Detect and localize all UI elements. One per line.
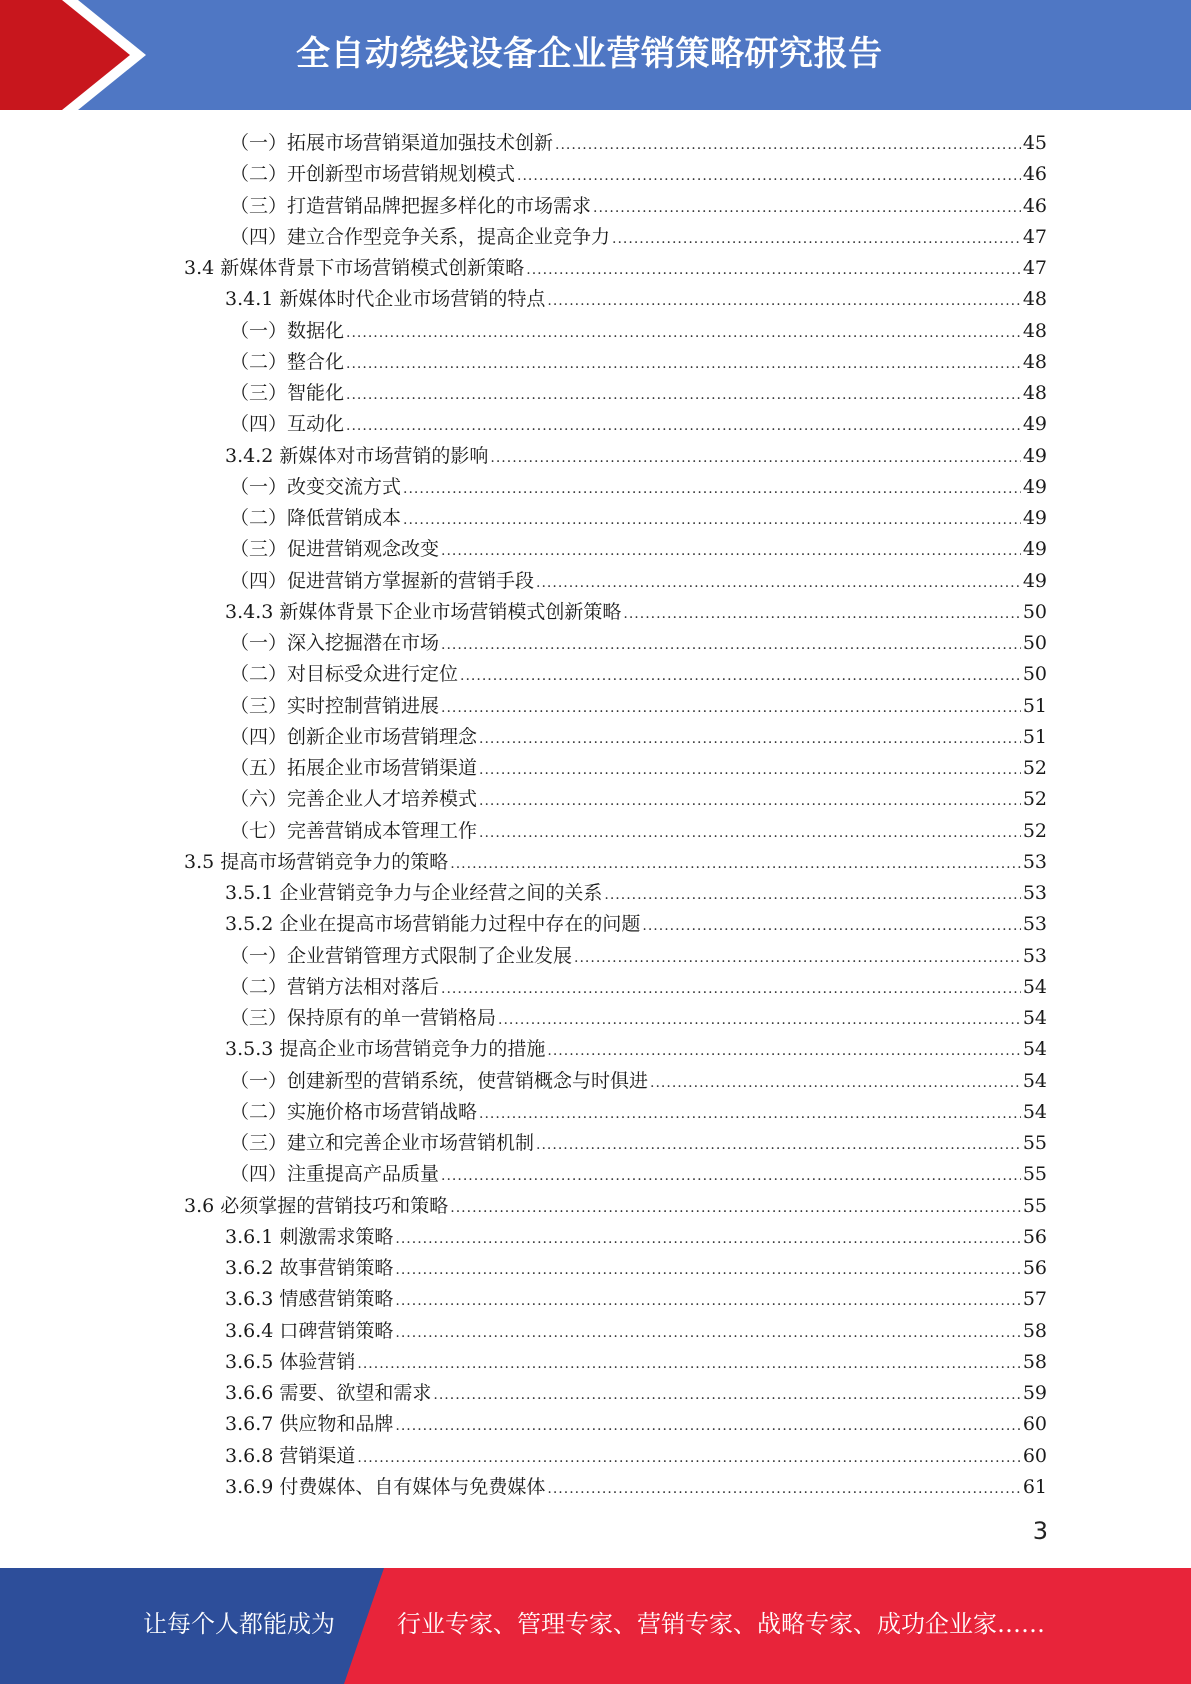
toc-page-number: 49 — [1022, 445, 1047, 467]
toc-entry-title: 3.5.3 提高企业市场营销竞争力的措施 — [225, 1038, 546, 1060]
toc-dot-leader — [490, 443, 1020, 474]
toc-dot-leader — [642, 911, 1020, 942]
toc-entry-title: 3.6.9 付费媒体、自有媒体与免费媒体 — [225, 1476, 546, 1498]
page-number: 3 — [1032, 1517, 1048, 1545]
toc-entry-title: （一）创建新型的营销系统，使营销概念与时俱进 — [230, 1070, 649, 1092]
toc-page-number: 55 — [1022, 1132, 1047, 1154]
toc-entry[interactable] — [230, 191, 1047, 222]
toc-dot-leader — [441, 693, 1021, 724]
toc-dot-leader — [650, 1068, 1021, 1099]
toc-page-number: 49 — [1022, 538, 1047, 560]
toc-entry-title: 3.4.3 新媒体背景下企业市场营销模式创新策略 — [225, 601, 622, 623]
toc-dot-leader — [450, 1193, 1021, 1224]
toc-page-number: 46 — [1022, 163, 1047, 185]
toc-entry-title: 3.6.2 故事营销策略 — [225, 1257, 394, 1279]
toc-dot-leader — [498, 1005, 1021, 1036]
toc-entry[interactable] — [230, 659, 1047, 690]
toc-dot-leader — [547, 1474, 1020, 1505]
toc-entry[interactable] — [230, 503, 1047, 534]
toc-page-number: 51 — [1022, 695, 1047, 717]
toc-dot-leader — [547, 1036, 1020, 1067]
toc-page-number: 58 — [1022, 1320, 1047, 1342]
toc-entry[interactable] — [184, 253, 1047, 284]
toc-page-number: 48 — [1022, 382, 1047, 404]
toc-entry[interactable] — [184, 847, 1047, 878]
toc-entry[interactable] — [225, 878, 1047, 909]
toc-entry-title: （七）完善营销成本管理工作 — [230, 820, 478, 842]
toc-entry[interactable] — [230, 722, 1047, 753]
toc-entry-title: （一）数据化 — [230, 320, 345, 342]
toc-entry-title: （六）完善企业人才培养模式 — [230, 788, 478, 810]
toc-dot-leader — [479, 724, 1021, 755]
toc-dot-leader — [517, 161, 1021, 192]
toc-page-number: 50 — [1022, 601, 1047, 623]
toc-entry[interactable] — [230, 316, 1047, 347]
toc-entry-title: （四）互动化 — [230, 413, 345, 435]
toc-page-number: 49 — [1022, 413, 1047, 435]
toc-dot-leader — [433, 1380, 1020, 1411]
toc-entry[interactable] — [230, 753, 1047, 784]
toc-page-number: 52 — [1022, 757, 1047, 779]
toc-page-number: 51 — [1022, 726, 1047, 748]
toc-entry-title: 3.6.1 刺激需求策略 — [225, 1226, 394, 1248]
toc-page-number: 55 — [1022, 1163, 1047, 1185]
toc-entry-title: （三）促进营销观念改变 — [230, 538, 440, 560]
toc-entry[interactable] — [230, 472, 1047, 503]
toc-dot-leader — [574, 943, 1021, 974]
toc-entry-title: （二）对目标受众进行定位 — [230, 663, 459, 685]
toc-page-number: 61 — [1022, 1476, 1047, 1498]
toc-entry[interactable] — [225, 1284, 1047, 1315]
toc-entry[interactable] — [230, 1128, 1047, 1159]
toc-entry[interactable] — [230, 159, 1047, 190]
toc-entry[interactable] — [230, 1159, 1047, 1190]
toc-page-number: 45 — [1022, 132, 1047, 154]
toc-entry[interactable] — [225, 1378, 1047, 1409]
toc-entry[interactable] — [230, 566, 1047, 597]
toc-entry-title: （二）营销方法相对落后 — [230, 976, 440, 998]
toc-entry[interactable] — [230, 1003, 1047, 1034]
toc-page-number: 47 — [1022, 226, 1047, 248]
toc-entry-title: （二）整合化 — [230, 351, 345, 373]
toc-page-number: 54 — [1022, 1007, 1047, 1029]
toc-entry-title: （四）创新企业市场营销理念 — [230, 726, 478, 748]
toc-dot-leader — [604, 880, 1020, 911]
toc-dot-leader — [612, 224, 1021, 255]
toc-entry-title: （一）拓展市场营销渠道加强技术创新 — [230, 132, 554, 154]
toc-entry[interactable] — [230, 347, 1047, 378]
toc-entry-title: 3.6.3 情感营销策略 — [225, 1288, 394, 1310]
toc-dot-leader — [479, 786, 1021, 817]
toc-entry-title: （二）降低营销成本 — [230, 507, 402, 529]
toc-entry[interactable] — [225, 284, 1047, 315]
toc-page-number: 54 — [1022, 1070, 1047, 1092]
toc-dot-leader — [441, 1161, 1021, 1192]
toc-page-number: 53 — [1022, 851, 1047, 873]
toc-entry-title: 3.4.1 新媒体时代企业市场营销的特点 — [225, 288, 546, 310]
toc-page-number: 54 — [1022, 976, 1047, 998]
toc-entry-title: 3.6.7 供应物和品牌 — [225, 1413, 394, 1435]
toc-page-number: 59 — [1022, 1382, 1047, 1404]
toc-entry[interactable] — [225, 1316, 1047, 1347]
toc-entry-title: 3.4.2 新媒体对市场营销的影响 — [225, 445, 489, 467]
toc-page-number: 53 — [1022, 945, 1047, 967]
toc-page-number: 48 — [1022, 320, 1047, 342]
toc-dot-leader — [526, 255, 1021, 286]
toc-dot-leader — [346, 411, 1021, 442]
toc-entry[interactable] — [184, 1191, 1047, 1222]
toc-dot-leader — [395, 1255, 1020, 1286]
toc-entry[interactable] — [225, 441, 1047, 472]
toc-dot-leader — [536, 1130, 1021, 1161]
toc-entry-title: （一）企业营销管理方式限制了企业发展 — [230, 945, 573, 967]
toc-entry-title: （三）实时控制营销进展 — [230, 695, 440, 717]
toc-dot-leader — [395, 1318, 1020, 1349]
toc-page-number: 50 — [1022, 632, 1047, 654]
toc-entry[interactable] — [225, 1472, 1047, 1503]
toc-entry[interactable] — [225, 1253, 1047, 1284]
toc-page-number: 57 — [1022, 1288, 1047, 1310]
toc-dot-leader — [346, 318, 1021, 349]
toc-entry-title: 3.5.1 企业营销竞争力与企业经营之间的关系 — [225, 882, 603, 904]
toc-entry-title: （二）开创新型市场营销规划模式 — [230, 163, 516, 185]
toc-dot-leader — [403, 505, 1021, 536]
toc-entry[interactable] — [230, 972, 1047, 1003]
toc-dot-leader — [357, 1443, 1020, 1474]
toc-dot-leader — [441, 536, 1021, 567]
toc-page-number: 54 — [1022, 1101, 1047, 1123]
toc-entry-title: （四）注重提高产品质量 — [230, 1163, 440, 1185]
header-arrow-decoration — [0, 0, 160, 110]
toc-dot-leader — [479, 1099, 1021, 1130]
toc-entry-title: 3.6.8 营销渠道 — [225, 1445, 356, 1467]
toc-entry-title: 3.6.5 体验营销 — [225, 1351, 356, 1373]
toc-dot-leader — [450, 849, 1021, 880]
toc-dot-leader — [623, 599, 1020, 630]
toc-page-number: 56 — [1022, 1226, 1047, 1248]
toc-page-number: 49 — [1022, 507, 1047, 529]
toc-entry[interactable] — [225, 597, 1047, 628]
toc-entry-title: （三）建立和完善企业市场营销机制 — [230, 1132, 535, 1154]
toc-dot-leader — [547, 286, 1020, 317]
footer-slogan-left: 让每个人都能成为 — [143, 1610, 335, 1638]
toc-entry[interactable] — [230, 534, 1047, 565]
toc-dot-leader — [479, 755, 1021, 786]
toc-entry-title: （三）智能化 — [230, 382, 345, 404]
toc-page-number: 48 — [1022, 351, 1047, 373]
toc-entry-title: （四）建立合作型竞争关系，提高企业竞争力 — [230, 226, 611, 248]
toc-entry-title: （四）促进营销方掌握新的营销手段 — [230, 570, 535, 592]
toc-entry[interactable] — [225, 909, 1047, 940]
toc-entry[interactable] — [230, 409, 1047, 440]
toc-entry[interactable] — [230, 222, 1047, 253]
toc-entry[interactable] — [225, 1222, 1047, 1253]
toc-entry[interactable] — [230, 691, 1047, 722]
toc-page-number: 46 — [1022, 195, 1047, 217]
toc-entry-title: （五）拓展企业市场营销渠道 — [230, 757, 478, 779]
toc-entry[interactable] — [230, 816, 1047, 847]
toc-entry-title: （三）打造营销品牌把握多样化的市场需求 — [230, 195, 592, 217]
page-footer — [0, 1568, 1191, 1684]
toc-dot-leader — [536, 568, 1021, 599]
toc-entry-title: 3.5.2 企业在提高市场营销能力过程中存在的问题 — [225, 913, 641, 935]
toc-dot-leader — [346, 349, 1021, 380]
toc-page-number: 60 — [1022, 1445, 1047, 1467]
toc-entry-title: 3.5 提高市场营销竞争力的策略 — [184, 851, 449, 873]
toc-page-number: 49 — [1022, 476, 1047, 498]
toc-entry[interactable] — [225, 1441, 1047, 1472]
toc-page-number: 52 — [1022, 820, 1047, 842]
toc-entry[interactable] — [225, 1034, 1047, 1065]
toc-page-number: 58 — [1022, 1351, 1047, 1373]
toc-page-number: 48 — [1022, 288, 1047, 310]
toc-entry-title: （一）深入挖掘潜在市场 — [230, 632, 440, 654]
toc-dot-leader — [555, 130, 1021, 161]
toc-entry-title: （一）改变交流方式 — [230, 476, 402, 498]
toc-entry-title: 3.6 必须掌握的营销技巧和策略 — [184, 1195, 449, 1217]
toc-page-number: 55 — [1022, 1195, 1047, 1217]
toc-dot-leader — [403, 474, 1021, 505]
toc-page-number: 56 — [1022, 1257, 1047, 1279]
toc-entry[interactable] — [230, 128, 1047, 159]
toc-dot-leader — [460, 661, 1021, 692]
toc-page-number: 47 — [1022, 257, 1047, 279]
toc-entry[interactable] — [230, 1066, 1047, 1097]
toc-entry[interactable] — [225, 1409, 1047, 1440]
toc-entry-title: 3.6.4 口碑营销策略 — [225, 1320, 394, 1342]
toc-entry[interactable] — [225, 1347, 1047, 1378]
toc-page-number: 52 — [1022, 788, 1047, 810]
toc-dot-leader — [593, 193, 1021, 224]
toc-entry-title: 3.4 新媒体背景下市场营销模式创新策略 — [184, 257, 525, 279]
toc-entry[interactable] — [230, 784, 1047, 815]
toc-dot-leader — [395, 1411, 1020, 1442]
toc-page-number: 60 — [1022, 1413, 1047, 1435]
toc-entry[interactable] — [230, 941, 1047, 972]
toc-dot-leader — [357, 1349, 1020, 1380]
toc-page-number: 54 — [1022, 1038, 1047, 1060]
toc-dot-leader — [395, 1224, 1020, 1255]
toc-dot-leader — [441, 630, 1021, 661]
toc-entry-title: （二）实施价格市场营销战略 — [230, 1101, 478, 1123]
toc-dot-leader — [441, 974, 1021, 1005]
toc-page-number: 50 — [1022, 663, 1047, 685]
toc-page-number: 49 — [1022, 570, 1047, 592]
toc-dot-leader — [395, 1286, 1020, 1317]
toc-page-number: 53 — [1022, 882, 1047, 904]
footer-slogan-right: 行业专家、管理专家、营销专家、战略专家、成功企业家…… — [397, 1610, 1045, 1638]
toc-entry[interactable] — [230, 1097, 1047, 1128]
toc-entry[interactable] — [230, 628, 1047, 659]
page-header — [0, 0, 1191, 110]
toc-page-number: 53 — [1022, 913, 1047, 935]
toc-entry-title: （三）保持原有的单一营销格局 — [230, 1007, 497, 1029]
toc-entry[interactable] — [230, 378, 1047, 409]
toc-dot-leader — [346, 380, 1021, 411]
report-title: 全自动绕线设备企业营销策略研究报告 — [296, 34, 883, 74]
toc-dot-leader — [479, 818, 1021, 849]
toc-entry-title: 3.6.6 需要、欲望和需求 — [225, 1382, 432, 1404]
